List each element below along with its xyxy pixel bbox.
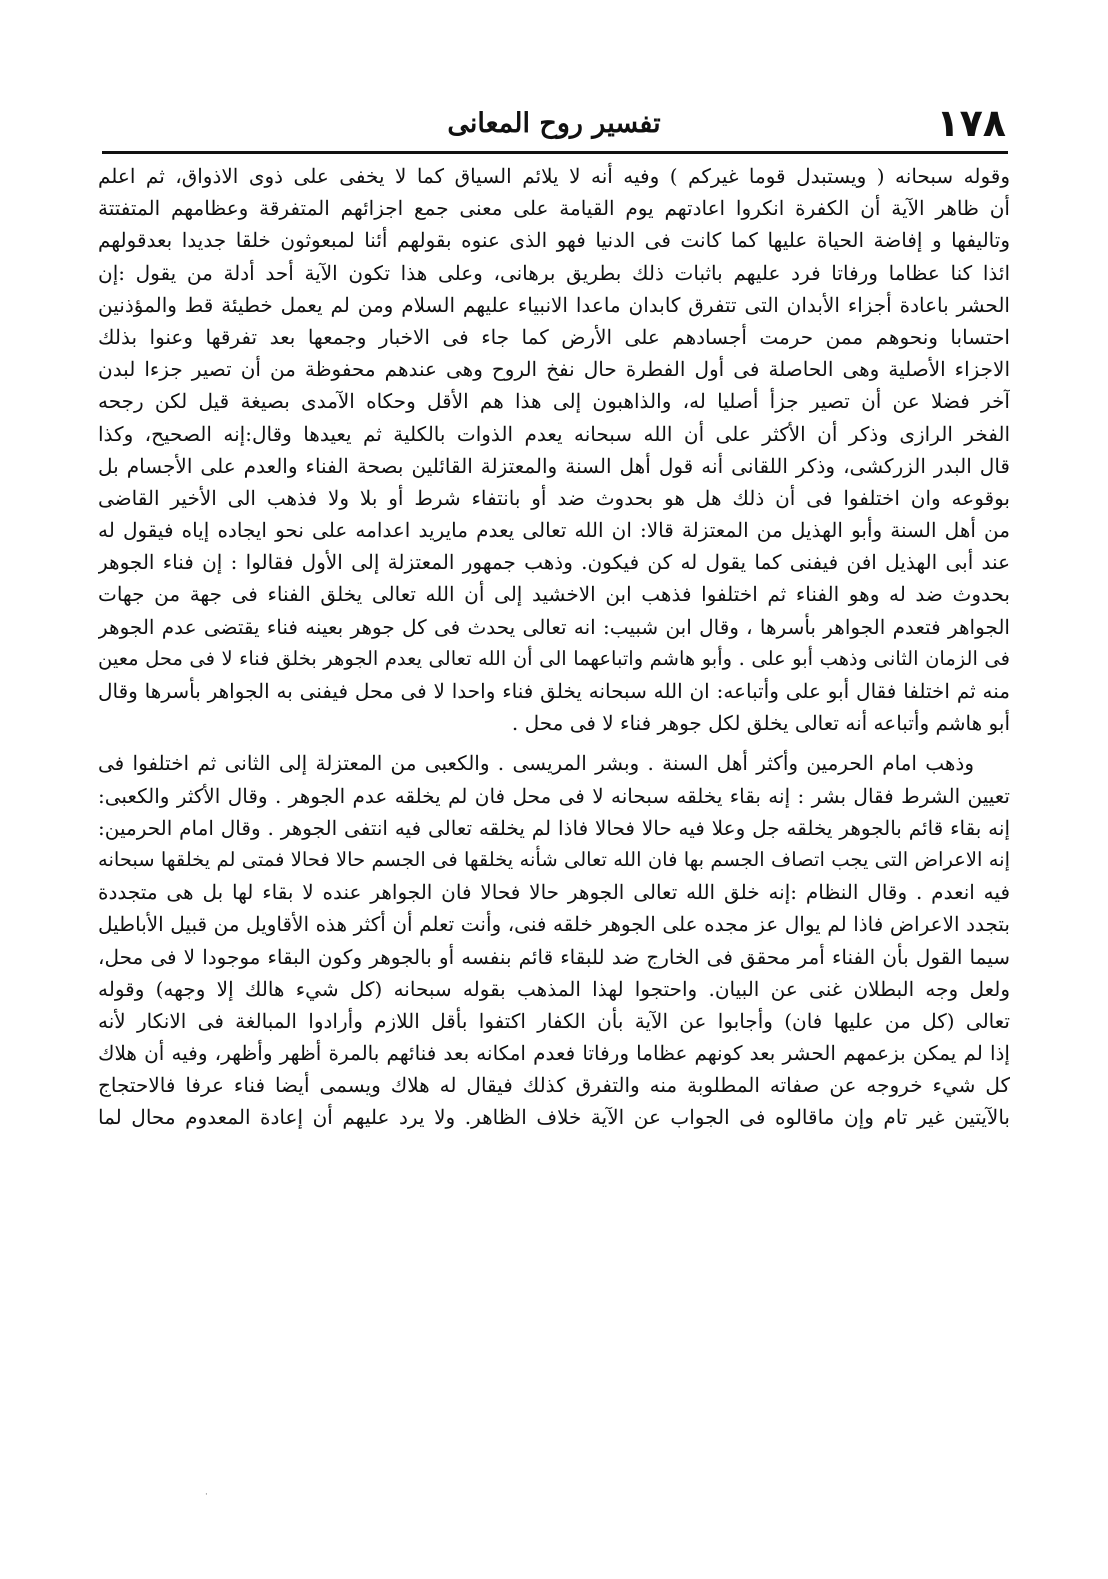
text-line: من أهل السنة وأبو الهذيل من المعتزلة قالا: ان الله تعالى يعدم مايريد اعدامه على نحو ايجاده إياه فيقول له: [98, 518, 1010, 543]
text-line: بالآيتين غير تام وإن ماقالوه فى الجواب عن الآية خلاف الظاهر. ولا يرد عليهم أن إعادة المعدوم محال لما: [98, 1105, 1010, 1130]
page-header: [102, 100, 1006, 146]
text-line: عند أبى الهذيل افن فيفنى كما يقول له كن فيكون. وذهب جمهور المعتزلة إلى الأول فقالوا : إن فناء الجوهر: [98, 550, 1010, 575]
text-line: وقوله سبحانه ( ويستبدل قوما غيركم ) وفيه أنه لا يلائم السياق كما لا يخفى على ذوى الاذواق، ثم اعلم: [98, 164, 1010, 188]
text-line: أبو هاشم وأتباعه أنه تعالى يخلق لكل جوهر فناء لا فى محل .: [511, 711, 1010, 736]
text-line: قال البدر الزركشى، وذكر اللقانى أنه قول أهل السنة والمعتزلة القائلين بصحة الفناء والعدم على الأجسام بل: [98, 453, 1010, 478]
text-line: وذهب امام الحرمين وأكثر أهل السنة . وبشر المريسى . والكعبى من المعتزلة إلى الثانى ثم اختلفوا فى: [98, 751, 974, 776]
scan-speck: ·: [205, 1490, 208, 1500]
paragraph: [98, 160, 1010, 739]
text-line: الفخر الرازى وذكر أن الأكثر على أن الله سبحانه يعدم الذوات بالكلية ثم يعيدها وقال:إنه الصحيح، وكذا: [98, 421, 1010, 446]
text-line: منه ثم اختلفا فقال أبو على وأتباعه: ان الله سبحانه يخلق فناء واحدا لا فى محل فيفنى به الجواهر بأسرها وقال: [98, 679, 1010, 703]
text-line: أن ظاهر الآية أن الكفرة انكروا اعادتهم يوم القيامة على معنى جمع اجزائهم المتفرقة وعظامهم المتفتتة: [98, 196, 1010, 221]
text-line: آخر فضلا عن أن تصير جزأ أصليا له، والذاهبون إلى هذا هم الأقل وحكاه الآمدى بصيغة قيل لكن رجحه: [98, 389, 1010, 414]
text-line: الجواهر فتعدم الجواهر بأسرها ، وقال ابن شبيب: انه تعالى يحدث فى كل جوهر بعينه فناء يقتضى عدم الجوهر: [98, 614, 1010, 639]
text-line: إنه بقاء قائم بالجوهر يخلقه جل وعلا فيه حالا فحالا فاذا لم يخلقه تعالى فيه انتفى الجوهر . وقال امام الحرمين:: [98, 815, 1010, 840]
text-line: فيه انعدم . وقال النظام :إنه خلق الله تعالى الجوهر حالا فحالا فان الجواهر عنده لا بقاء لها بل هى متجددة: [98, 880, 1010, 905]
text-line: إنه الاعراض التى يجب اتصاف الجسم بها فان الله تعالى شأنه يخلقها فى الجسم حالا فحالا فمتى لم يخلقها سبحانه: [98, 847, 1010, 871]
text-line: ائذا كنا عظاما ورفاتا فرد عليهم باثبات ذلك بطريق برهانى، وعلى هذا تكون الآية أحد أدلة من يقول :إن: [98, 260, 1010, 285]
text-line: سيما القول بأن الفناء أمر محقق فى الخارج ضد للبقاء قائم بنفسه أو بالجوهر وكون البقاء موجودا لا فى محل،: [98, 944, 1010, 969]
text-line: بتجدد الاعراض فاذا لم يوال عز مجده على الجوهر خلقه فنى، وأنت تعلم أن أكثر هذه الأقاويل من قبيل الأباطيل: [98, 912, 1010, 937]
text-body: [98, 160, 1010, 1134]
page-number: ١٧٨: [936, 101, 1006, 145]
text-line: احتسابا ونحوهم ممن حرمت أجسادهم على الأرض كما جاء فى الاخبار وجمعها بعد تفرقها وعنوا بذلك: [98, 324, 1010, 349]
text-line: الحشر باعادة أجزاء الأبدان التى تتفرق كابدان ماعدا الانبياء عليهم السلام ومن لم يعمل خطيئة قط والمؤذنين: [98, 292, 1010, 317]
text-line: إذا لم يمكن بزعمهم الحشر بعد كونهم عظاما ورفاتا فعدم امكانه بعد فنائهم بالمرة أظهر وأظهر، وفيه أن هلاك: [98, 1041, 1010, 1066]
text-line: تعيين الشرط فقال بشر : إنه بقاء يخلقه سبحانه لا فى محل فان لم يخلقه عدم الجوهر . وقال الأكثر والكعبى:: [98, 783, 1010, 808]
text-line: تعالى (كل من عليها فان) وأجابوا عن الآية بأن الكفار اكتفوا بأقل اللازم وأرادوا المبالغة فى الانكار لأنه: [98, 1008, 1010, 1033]
text-line: فى الزمان الثانى وذهب أبو على . وأبو هاشم واتباعهما الى أن الله تعالى يعدم الجوهر بخلق فناء لا فى محل معين: [98, 646, 1010, 670]
text-line: الاجزاء الأصلية وهى الحاصلة فى أول الفطرة حال نفخ الروح وهى عندهم محفوظة من أن تصير جزءا لبدن: [98, 357, 1010, 382]
text-line: بحدوث ضد له وهو الفناء ثم اختلفوا فذهب ابن الاخشيد إلى أن الله تعالى يخلق الفناء فى جهة من جهات: [98, 582, 1010, 607]
paragraph: [98, 747, 1010, 1133]
text-line: وتاليفها و إفاضة الحياة عليها كما كانت فى الدنيا فهو الذى عنوه بقولهم أئنا لمبعوثون خلقا جديدا بعدقولهم: [98, 228, 1010, 253]
paragraph-gap: [98, 739, 1010, 747]
header-rule: [102, 151, 1008, 154]
text-line: كل شيء خروجه عن صفاته المطلوبة منه والتفرق كذلك فيقال له هلاك ويسمى أيضا فناء عرفا فالاحتجاج: [98, 1073, 1010, 1098]
running-title: تفسير روح المعانى: [447, 108, 661, 139]
text-line: بوقوعه وان اختلفوا فى أن ذلك هل هو بحدوث ضد أو بانتفاء شرط أو بلا ولا فذهب الى الأخير القاضى: [98, 485, 1010, 510]
text-line: ولعل وجه البطلان غنى عن البيان. واحتجوا لهذا المذهب بقوله سبحانه (كل شيء هالك إلا وجهه) وقوله: [98, 976, 1010, 1001]
